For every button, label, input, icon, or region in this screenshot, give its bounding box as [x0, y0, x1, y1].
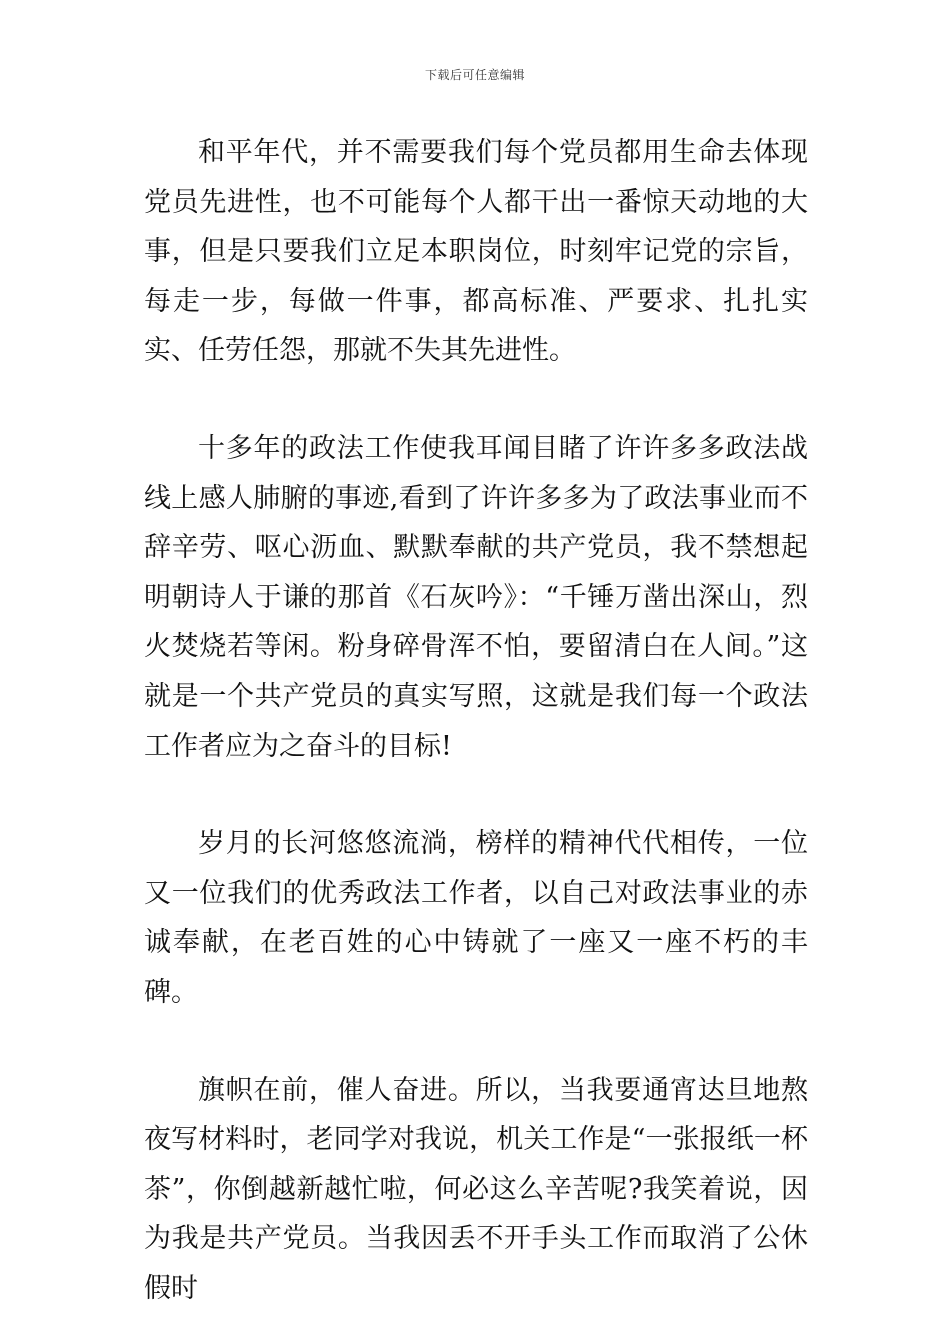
paragraph-spacer [144, 376, 808, 424]
paragraph-4: 旗帜在前，催人奋进。所以，当我要通宵达旦地熬夜写材料时，老同学对我说，机关工作是“一张报纸一杯茶”，你倒越新越忙啦，何必这么辛苦呢?我笑着说，因为我是共产党员。当我因丢不开手头工作而取消了公休假时 [144, 1074, 808, 1304]
paragraph-2: 十多年的政法工作使我耳闻目睹了许许多多政法战线上感人肺腑的事迹,看到了许许多多为了政法事业而不辞辛劳、呕心沥血、默默奉献的共产党员，我不禁想起明朝诗人于谦的那首《石灰吟》：“千锤万凿出深山，烈火焚烧若等闲。粉身碎骨浑不怕，要留清白在人间。”这就是一个共产党员的真实写照，这就是我们每一个政法工作者应为之奋斗的目标! [144, 432, 808, 762]
paragraph-spacer [144, 771, 808, 819]
paragraph-1: 和平年代，并不需要我们每个党员都用生命去体现党员先进性，也不可能每个人都干出一番惊天动地的大事，但是只要我们立足本职岗位，时刻牢记党的宗旨，每走一步，每做一件事，都高标准、严要求、扎扎实实、任劳任怨，那就不失其先进性。 [144, 137, 808, 367]
document-body [144, 128, 808, 1313]
paragraph-3: 岁月的长河悠悠流淌，榜样的精神代代相传，一位又一位我们的优秀政法工作者，以自己对政法事业的赤诚奉献，在老百姓的心中铸就了一座又一座不朽的丰碑。 [144, 828, 808, 1008]
paragraph-spacer [144, 1018, 808, 1066]
page-header-note: 下载后可任意编辑 [424, 68, 525, 82]
